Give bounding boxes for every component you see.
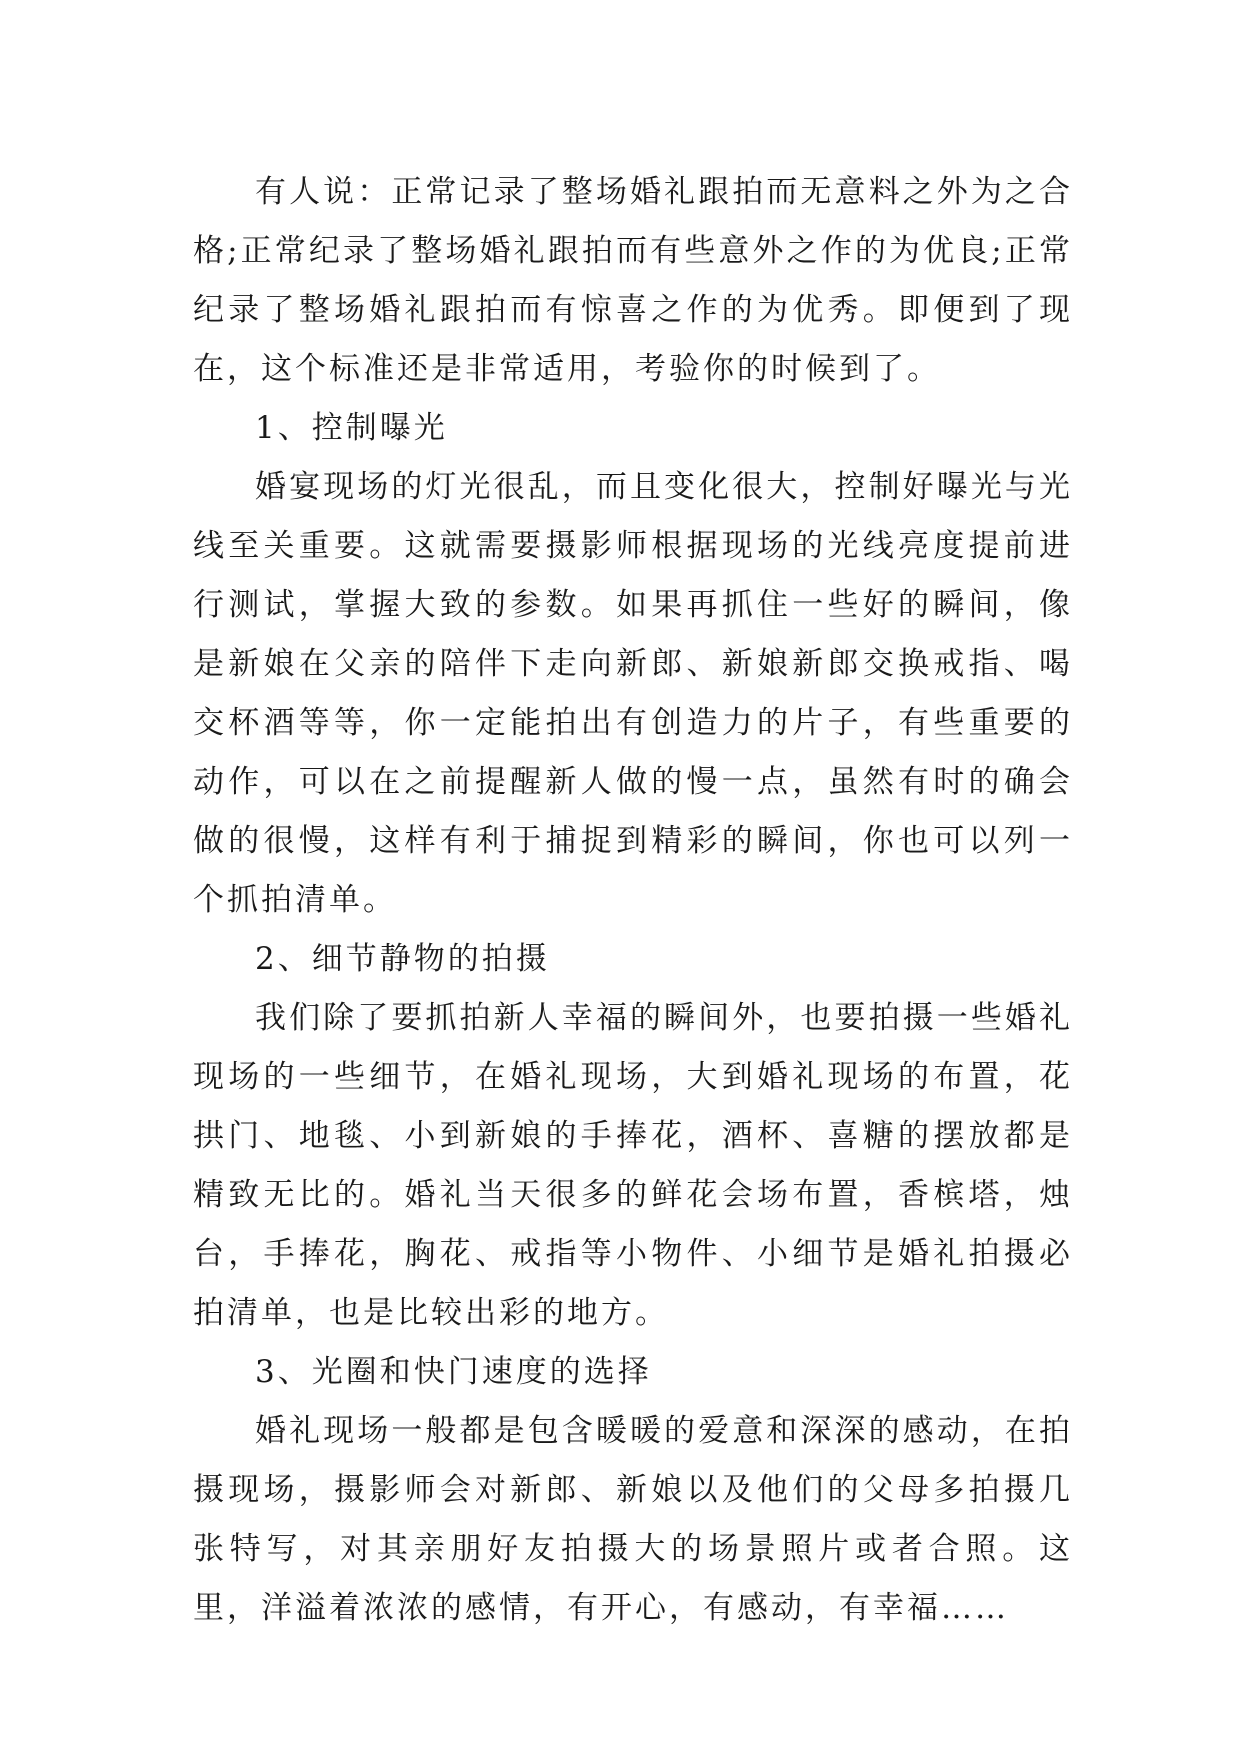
paragraph-details: 我们除了要抓拍新人幸福的瞬间外，也要拍摄一些婚礼现场的一些细节，在婚礼现场，大到婚礼现场的布置，花拱门、地毯、小到新娘的手捧花，酒杯、喜糖的摆放都是精致无比的。婚礼当天很多的鲜花会场布置，香槟塔，烛台，手捧花，胸花、戒指等小物件、小细节是婚礼拍摄必拍清单，也是比较出彩的地方。 bbox=[193, 1000, 1073, 1331]
document-body bbox=[193, 163, 1073, 1638]
paragraph-intro: 有人说：正常记录了整场婚礼跟拍而无意料之外为之合格;正常纪录了整场婚礼跟拍而有些意外之作的为优良;正常纪录了整场婚礼跟拍而有惊喜之作的为优秀。即便到了现在，这个标准还是非常适用，考验你的时候到了。 bbox=[193, 174, 1073, 387]
paragraph-exposure: 婚宴现场的灯光很乱，而且变化很大，控制好曝光与光线至关重要。这就需要摄影师根据现场的光线亮度提前进行测试，掌握大致的参数。如果再抓住一些好的瞬间，像是新娘在父亲的陪伴下走向新郎、新娘新郎交换戒指、喝交杯酒等等，你一定能拍出有创造力的片子，有些重要的动作，可以在之前提醒新人做的慢一点，虽然有时的确会做的很慢，这样有利于捕捉到精彩的瞬间，你也可以列一个抓拍清单。 bbox=[193, 469, 1073, 918]
paragraph-aperture: 婚礼现场一般都是包含暖暖的爱意和深深的感动，在拍摄现场，摄影师会对新郎、新娘以及他们的父母多拍摄几张特写，对其亲朋好友拍摄大的场景照片或者合照。这里，洋溢着浓浓的感情，有开心，有感动，有幸福…… bbox=[193, 1413, 1073, 1626]
section-heading-exposure: 1、控制曝光 bbox=[255, 410, 448, 446]
section-heading-aperture: 3、光圈和快门速度的选择 bbox=[255, 1354, 652, 1390]
section-heading-details: 2、细节静物的拍摄 bbox=[255, 941, 550, 977]
